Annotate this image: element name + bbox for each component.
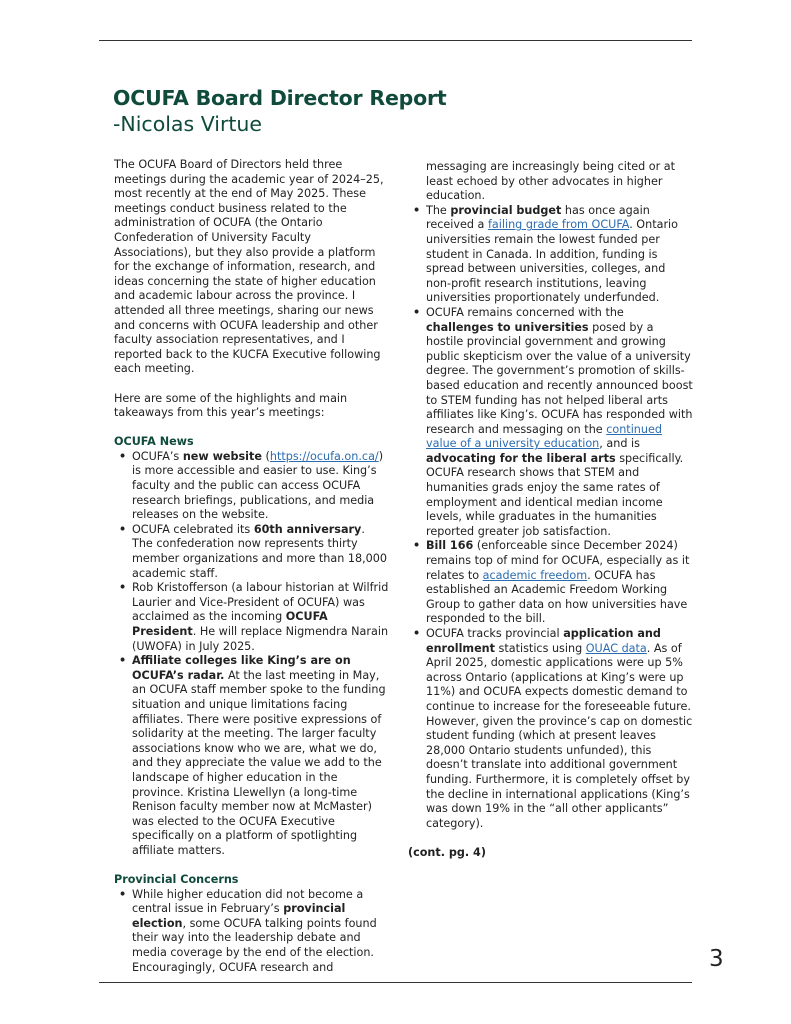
highlights-paragraph: Here are some of the highlights and main takeaways from this year’s meetings: (114, 391, 348, 420)
list-item: • Affiliate colleges like King’s are on OCUFA’s radar. At the last meeting in May, an OCUFA staff member spoke to the funding situation and unique limitations facing affiliates. There were positive expressions of solidarity at the meeting. The larger faculty associations know who we are, what we do, and they appreciate the value we add to the landscape of higher education in the province. Kristina Llewellyn (a long-time Renison faculty member now at McMaster) was elected to the OCUFA Executive specifically on a platform of spotlighting affiliate matters. (114, 654, 389, 858)
ocufa-news-list (114, 450, 389, 859)
provincial-concerns-list-cont (408, 204, 693, 832)
provincial-concerns-heading: Provincial Concerns (114, 873, 239, 887)
bottom-rule (99, 982, 692, 983)
report-title: OCUFA Board Director Report (113, 86, 447, 110)
provincial-concerns-list (114, 888, 389, 976)
intro-paragraph: The OCUFA Board of Directors held three meetings during the academic year of 2024–25, most recently at the end of May 2025. These meetings conduct business related to the administration of OCUFA (the Ontario Confederation of University Faculty Associations), but they also provide a platform for the exchange of information, research, and ideas concerning the state of higher education and academic labour across the province. I attended all three meetings, sharing our news and concerns with OCUFA leadership and other faculty association representatives, and I reported back to the KUCFA Executive following each meeting. (114, 158, 384, 376)
ouac-data-link[interactable]: OUAC data (585, 641, 647, 655)
list-item: • OCUFA’s new website (https://ocufa.on.ca/) is more accessible and easier to use. King’s faculty and the public can access OCUFA research briefings, publications, and media releases on the website. (114, 450, 389, 523)
list-item: • OCUFA remains concerned with the challenges to universities posed by a hostile provincial government and growing public skepticism over the value of a university degree. The government’s promotion of skills-based education and recently announced boost to STEM funding has not helped liberal arts affiliates like King’s. OCUFA has responded with research and messaging on the continued value of a university education, and is advocating for the liberal arts specifically. OCUFA research shows that STEM and humanities grads enjoy the same rates of employment and identical median income levels, while graduates in the humanities reported greater job satisfaction. (408, 306, 693, 540)
ocufa-website-link[interactable]: https://ocufa.on.ca/ (269, 449, 379, 463)
continued-page-note: (cont. pg. 4) (408, 845, 486, 859)
list-item: • OCUFA tracks provincial application and enrollment statistics using OUAC data. As of April 2025, domestic applications were up 5% across Ontario (applications at King’s were up 11%) and OCUFA expects domestic demand to continue to increase for the foreseeable future. However, given the province’s cap on domestic student funding (which at present leaves 28,000 Ontario students unfunded), this doesn’t translate into additional government funding. Furthermore, it is completely offset by the decline in international applications (King’s was down 19% in the “all other applicants” category). (408, 627, 693, 831)
list-item: • OCUFA celebrated its 60th anniversary. The confederation now represents thirty member organizations and more than 18,000 academic staff. (114, 523, 389, 581)
list-item: • The provincial budget has once again received a failing grade from OCUFA. Ontario universities remain the lowest funded per student in Canada. In addition, funding is spread between universities, colleges, and non-profit research institutions, leaving universities proportionately underfunded. (408, 204, 693, 306)
top-rule (99, 40, 692, 41)
left-column (114, 158, 389, 975)
university-value-link[interactable]: continued value of a university education (426, 422, 662, 451)
failing-grade-link[interactable]: failing grade from OCUFA (487, 218, 630, 232)
right-column (408, 160, 693, 861)
ocufa-news-heading: OCUFA News (114, 435, 194, 449)
continued-text: messaging are increasingly being cited or at least echoed by other advocates in higher education. (426, 160, 676, 203)
report-author: -Nicolas Virtue (113, 112, 263, 136)
academic-freedom-link[interactable]: academic freedom (482, 568, 588, 582)
list-item: • Bill 166 (enforceable since December 2024) remains top of mind for OCUFA, especially as it relates to academic freedom. OCUFA has established an Academic Freedom Working Group to gather data on how universities have responded to the bill. (408, 539, 693, 627)
list-item: • Rob Kristofferson (a labour historian at Wilfrid Laurier and Vice-President of OCUFA) was acclaimed as the incoming OCUFA President. He will replace Nigmendra Narain (UWOFA) in July 2025. (114, 581, 389, 654)
list-item: • While higher education did not become a central issue in February’s provincial election, some OCUFA talking points found their way into the leadership debate and media coverage by the end of the election. Encouragingly, OCUFA research and (114, 888, 389, 976)
page-number: 3 (709, 946, 724, 972)
